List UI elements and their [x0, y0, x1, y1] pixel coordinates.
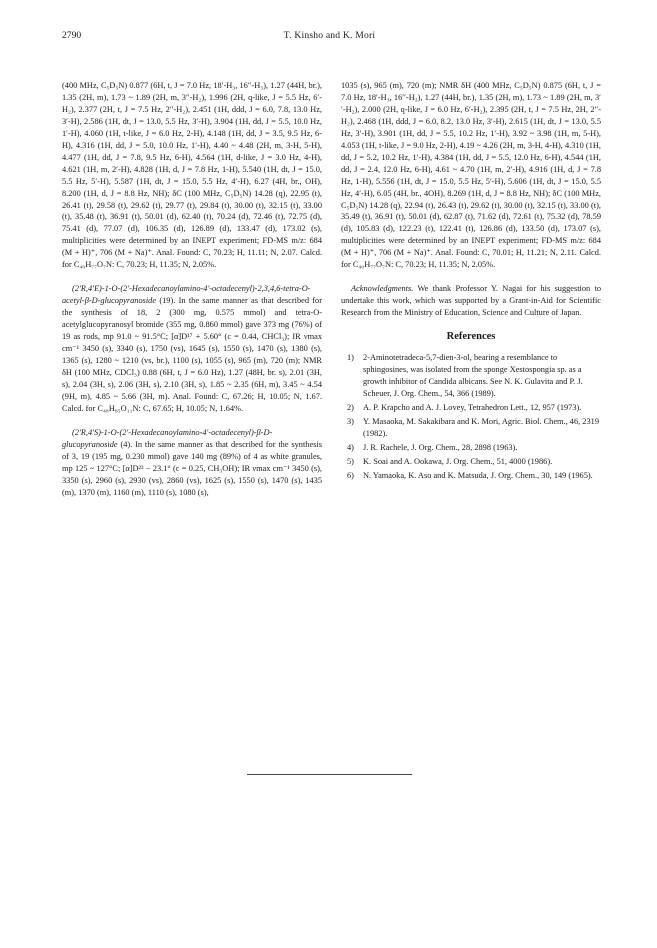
reference-text: J. R. Rachele, J. Org. Chem., 28, 2898 (1963).	[363, 442, 518, 452]
end-rule	[247, 774, 412, 775]
references-heading: References	[446, 331, 496, 343]
page-header	[62, 30, 597, 44]
reference-item	[341, 416, 601, 440]
compound-4-continued-paragraph: 1035 (s), 965 (m), 720 (m); NMR δH (400 MHz, C₅D₅N) 0.875 (6H, t, J = 7.0 Hz, 18′-H₃, 16′′-H₃), 1.27 (44H, br.), 1.35 (2H, m), 1.73 ~ 1.89 (2H, m, 3′′-H₂), 2.000 (2H, q-like, J = 6.0 Hz, 6′-H₂), 2.395 (2H, t, J = 7.5 Hz, 2H, 2′′-H₂), 2.468 (1H, ddd, J = 6.0, 8.2, 13.0 Hz, 3′-H), 2.615 (1H, dt, J = 13.0, 5.5 Hz, 3′-H), 3.901 (1H, dd, J = 5.5, 10.2 Hz, 1′-H), 3.92 ~ 3.98 (1H, m, 5-H), 4.053 (1H, t-like, J = 9.0 Hz, 2-H), 4.19 ~ 4.26 (2H, m, 3-H, 4-H), 4.310 (1H, dd, J = 5.2, 10.2 Hz, 1′-H), 4.384 (1H, dd, J = 5.5, 12.0 Hz, 6-H), 4.544 (1H, dd, J = 2.4, 12.0 Hz, 6-H), 4.61 ~ 4.70 (1H, m, 2′-H), 4.916 (1H, d, J = 7.8 Hz, 1-H), 5.556 (1H, dt, J = 15.0, 5.5 Hz, 5′-H), 5.606 (1H, dt, J = 15.0, 5.5 Hz, 4′-H), 6.05 (4H, br., 4OH), 8.269 (1H, d, J = 8.8 Hz, NH); δC (100 MHz, C₅D₅N) 14.28 (q), 22.94 (t), 26.43 (t), 29.62 (t), 30.00 (t), 32.15 (t), 33.00 (t), 35.49 (t), 36.91 (t), 50.01 (d), 62.87 (t), 71.62 (d), 72.61 (t), 75.32 (d), 78.59 (d), 105.83 (d), 122.23 (t), 122.41 (t), 126.86 (d), 133.50 (d), 173.07 (s), multiplicities were determined by an INEPT experiment; FD-MS m/z: 684 (M + H)⁺, 706 (M + Na)⁺. Anal. Found: C, 70.01; H, 11.21; N, 2.11. Calcd. for C₄₀H₇₇O₇N: C, 70.23; H, 11.35; N, 2.05%.	[341, 81, 601, 270]
acknowledgments-body: We thank Professor Y. Nagai for his suggestion to undertake this work, which was supported by a Grant-in-Aid for Scientific Research from the Ministry of Education, Science and Culture of Japan.	[341, 284, 601, 318]
reference-text: 2-Aminotetradeca-5,7-dien-3-ol, bearing a resemblance to sphingosines, was isolated from the sponge Xestospongia sp. as a growth inhibitor of Candida albicans. See N. K. Gulavita and P. J. Scheuer, J. Org. Chem., 54, 366 (1989).	[363, 353, 583, 398]
reference-number: 5)	[347, 456, 354, 466]
reference-item	[341, 470, 601, 482]
reference-item	[341, 402, 601, 414]
reference-text: Y. Masaoka, M. Sakakibara and K. Mori, Agric. Biol. Chem., 46, 2319 (1982).	[363, 416, 599, 438]
reference-item	[341, 456, 601, 468]
nmr-data-paragraph: (400 MHz, C₅D₅N) 0.877 (6H, t, J = 7.0 Hz, 18′-H₃, 16′′-H₃), 1.27 (44H, br.), 1.35 (2H, m), 1.73 ~ 1.89 (2H, m, 3′′-H₂), 1.996 (2H, q-like, J = 5.5 Hz, 6′-H₂), 2.377 (2H, t, J = 7.5 Hz, 2′′-H₂), 2.451 (1H, ddd, J = 6.0, 7.8, 13.0 Hz, 3′-H), 2.586 (1H, dt, J = 13.0, 5.5 Hz, 3′-H), 3.904 (1H, dd, J = 5.5, 10.0 Hz, 1′-H), 4.060 (1H, t-like, J = 6.0 Hz, 2-H), 4.148 (1H, dd, J = 3.5, 9.5 Hz, 6-H), 4.316 (1H, dd, J = 5.0, 10.0 Hz, 1′-H), 4.40 ~ 4.48 (2H, m, 3-H, 5-H), 4.477 (1H, dd, J = 7.8, 9.5 Hz, 6-H), 4.564 (1H, d-like, J = 3.0 Hz, 4-H), 4.621 (1H, m, 2′-H), 4.828 (1H, d, J = 7.8 Hz, 1-H), 5.540 (1H, dt, J = 15.0, 5.5 Hz, 5′-H), 5.587 (1H, dt, J = 15.0, 5.5 Hz, 4′-H), 6.27 (4H, br., OH), 8.200 (1H, d, J = 8.8 Hz, NH); δC (100 MHz, C₅D₅N) 14.28 (q), 22.95 (t), 26.41 (t), 29.58 (t), 29.62 (t), 29.77 (t), 29.84 (t), 30.00 (t), 32.15 (t), 33.00 (t), 35.48 (t), 36.91 (t), 50.01 (d), 62.40 (t), 70.24 (d), 72.46 (t), 72.75 (d), 75.41 (d), 77.07 (d), 106.35 (d), 126.89 (d), 133.47 (d), 173.02 (s), multiplicities were determined by an INEPT experiment; FD-MS m/z: 684 (M + H)⁺, 706 (M + Na)⁺. Anal. Found: C, 70.23; H, 11.11; N, 2.07. Calcd. for C₄₀H₇₇O₇N: C, 70.23; H, 11.35; N, 2.05%.	[62, 81, 322, 270]
compound-4-body: (4). In the same manner as that described for the synthesis of 3, 19 (195 mg, 0.230 mmol) gave 140 mg (89%) of 4 as white granules, mp 125 ~ 127°C; [α]D²³ − 23.1° (c = 0.25, CH₃OH); IR νmax cm⁻¹ 3450 (s), 3350 (s), 2960 (s), 2930 (vs), 2860 (vs), 1625 (s), 1550 (s), 1470 (s), 1435 (m), 1370 (m), 1160 (m), 1110 (s), 1080 (s),	[62, 439, 322, 497]
page-number: 2790	[62, 30, 82, 41]
reference-number: 2)	[347, 402, 354, 412]
compound-19-paragraph	[62, 283, 322, 414]
acknowledgments-label: Acknowledgments.	[351, 284, 414, 294]
compound-4-paragraph	[62, 427, 322, 499]
reference-number: 3)	[347, 416, 354, 426]
compound-19-title: (2′R,4′E)-1-O-(2′-Hexadecanoylamino-4′-octadecenyl)-2,3,4,6-tetra-O-acetyl-β-D-glucopyranoside	[62, 284, 311, 306]
reference-text: K. Soai and A. Ookawa, J. Org. Chem., 51, 4000 (1986).	[363, 456, 553, 466]
reference-item	[341, 352, 601, 400]
left-column	[62, 80, 322, 498]
compound-19-body: (19). In the same manner as that described for the synthesis of 18, 2 (300 mg, 0.575 mmol) and tetra-O-acetylglucopyranosyl bromide (355 mg, 0.860 mmol) gave 373 mg (76%) of 19 as rods, mp 91.0 ~ 91.5°C; [α]D¹⁷ + 5.60° (c = 0.44, CHCl₃); IR νmax cm⁻¹ 3450 (s), 3340 (s), 1750 (vs), 1645 (s), 1550 (s), 1470 (s), 1380 (s), 1365 (s), 1280 ~ 1210 (vs, br.), 1100 (s), 1055 (s), 965 (m), 720 (m); NMR δH (100 MHz, CDCl₃) 0.88 (6H, t, J = 6.0 Hz), 1.27 (48H, br. s), 2.01 (3H, s), 2.04 (3H, s), 2.06 (3H, s), 2.10 (3H, s), 1.85 ~ 2.35 (6H, m), 3.45 ~ 4.54 (9H, m), 4.85 ~ 5.66 (3H, m). Anal. Found: C, 67.26; H, 10.05; N, 1.67. Calcd. for C₄₈H₈₅O₁₁N: C, 67.65; H, 10.05; N, 1.64%.	[62, 296, 322, 413]
reference-number: 6)	[347, 470, 354, 480]
reference-text: A. P. Krapcho and A. J. Lovey, Tetrahedron Lett., 12, 957 (1973).	[363, 402, 582, 412]
compound-4-title: (2′R,4′S)-1-O-(2′-Hexadecanoylamino-4′-octadecenyl)-β-D-glucopyranoside	[62, 427, 273, 449]
reference-text: N. Yamaoka, K. Aso and K. Matsuda, J. Org. Chem., 30, 149 (1965).	[363, 470, 593, 480]
right-column	[341, 80, 601, 484]
running-title: T. Kinsho and K. Mori	[283, 30, 376, 41]
reference-number: 4)	[347, 442, 354, 452]
reference-item	[341, 442, 601, 454]
references-list	[341, 352, 601, 482]
acknowledgments-paragraph	[341, 283, 601, 319]
reference-number: 1)	[347, 353, 354, 363]
